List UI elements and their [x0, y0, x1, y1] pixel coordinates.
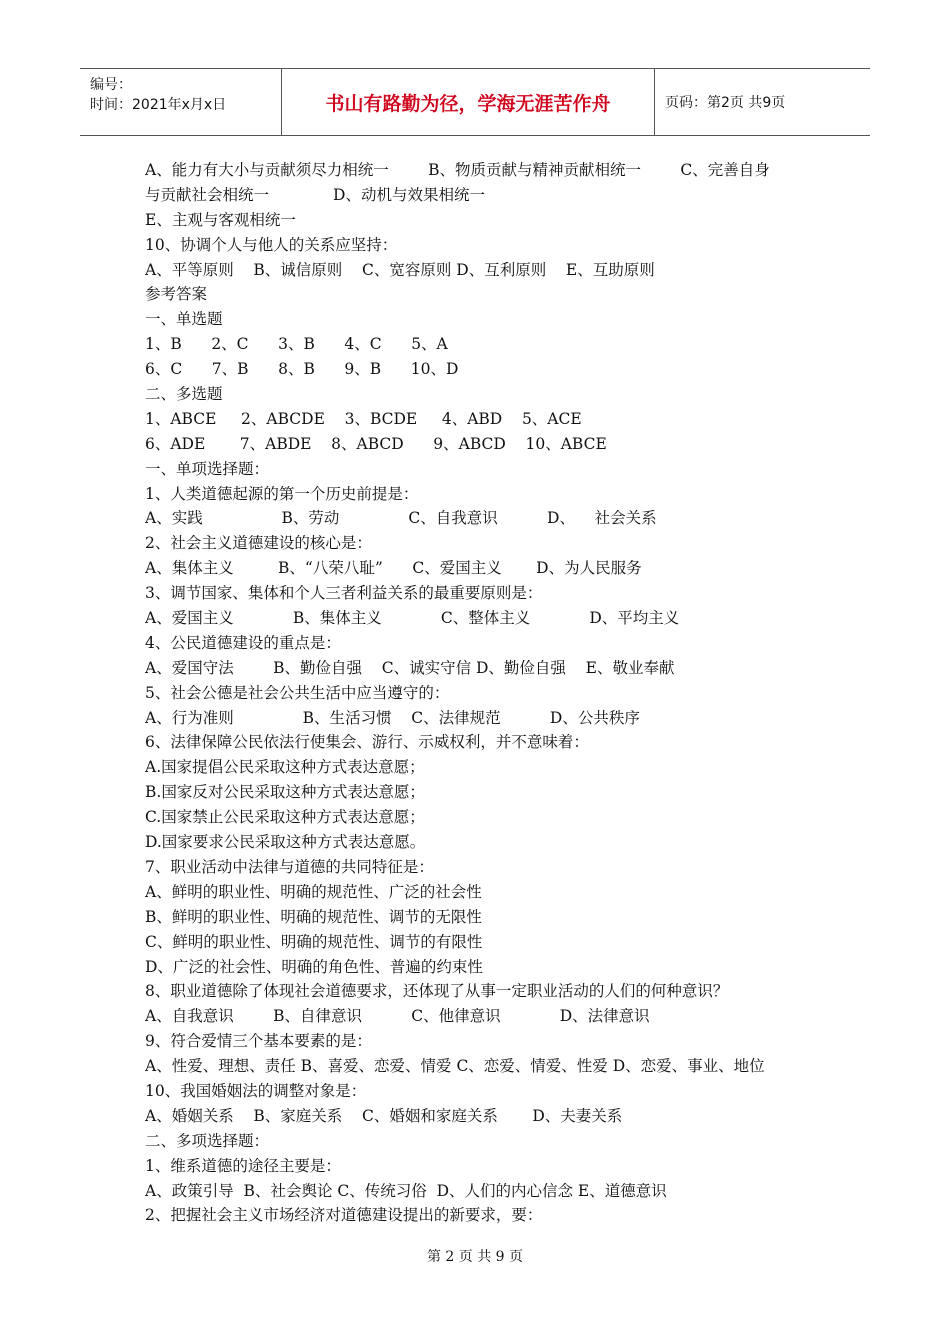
text-line: E、主观与客观相统一	[145, 210, 296, 229]
text-line: 参考答案	[145, 285, 208, 304]
text-line: 5、社会公德是社会公共生活中应当遵守的：	[145, 683, 450, 702]
text-line: A、鲜明的职业性、明确的规范性、广泛的社会性	[145, 882, 482, 901]
text-line: A、爱国主义 B、集体主义 C、整体主义 D、平均主义	[145, 609, 680, 628]
text-line: 6、ADE 7、ABDE 8、ABCD 9、ABCD 10、ABCE	[145, 434, 607, 453]
text-line: A、爱国守法 B、勤俭自强 C、诚实守信 D、勤俭自强 E、敬业奉献	[145, 658, 675, 677]
text-line: A、平等原则 B、诚信原则 C、宽容原则 D、互利原则 E、互助原则	[145, 260, 655, 279]
text-line: 8、职业道德除了体现社会道德要求，还体现了从事一定职业活动的人们的何种意识？	[145, 982, 729, 1001]
text-line: C.国家禁止公民采取这种方式表达意愿；	[145, 808, 425, 827]
text-line: 二、多项选择题：	[145, 1131, 270, 1150]
text-line: 2、社会主义道德建设的核心是：	[145, 534, 372, 553]
time-label: 时间：2021年x月x日	[90, 97, 227, 113]
page-header	[80, 68, 870, 136]
text-line: A、集体主义 B、“八荣八耻” C、爱国主义 D、为人民服务	[145, 559, 642, 578]
text-line: 3、调节国家、集体和个人三者利益关系的最重要原则是：	[145, 584, 543, 603]
text-line: 与贡献社会相统一 D、动机与效果相统一	[145, 185, 485, 204]
text-line: 4、公民道德建设的重点是：	[145, 633, 341, 652]
text-line: A.国家提倡公民采取这种方式表达意愿；	[145, 758, 425, 777]
text-line: 1、维系道德的途径主要是：	[145, 1156, 341, 1175]
text-line: B.国家反对公民采取这种方式表达意愿；	[145, 783, 425, 802]
document-body	[145, 158, 815, 1228]
text-line: 1、ABCE 2、ABCDE 3、BCDE 4、ABD 5、ACE	[145, 409, 582, 428]
text-line: 9、符合爱情三个基本要素的是：	[145, 1032, 372, 1051]
page-footer: 第 2 页 共 9 页	[426, 1249, 524, 1265]
text-line: D.国家要求公民采取这种方式表达意愿。	[145, 833, 426, 852]
text-line: A、性爱、理想、责任 B、喜爱、恋爱、情爱 C、恋爱、情爱、性爱 D、恋爱、事业、地位	[145, 1057, 765, 1076]
text-line: A、政策引导 B、社会舆论 C、传统习俗 D、人们的内心信念 E、道德意识	[145, 1181, 667, 1200]
text-line: A、能力有大小与贡献须尽力相统一 B、物质贡献与精神贡献相统一 C、完善自身	[145, 161, 770, 179]
code-label: 编号：	[90, 77, 132, 93]
text-line: A、婚姻关系 B、家庭关系 C、婚姻和家庭关系 D、夫妻关系	[145, 1106, 623, 1125]
text-line: 7、职业活动中法律与道德的共同特征是：	[145, 857, 434, 876]
header-page-info: 页码：第2页 共9页	[665, 95, 786, 111]
header-slogan: 书山有路勤为径，学海无涯苦作舟	[282, 69, 655, 135]
text-line: D、广泛的社会性、明确的角色性、普遍的约束性	[145, 957, 483, 976]
text-line: C、鲜明的职业性、明确的规范性、调节的有限性	[145, 932, 483, 951]
text-line: 6、法律保障公民依法行使集会、游行、示威权利，并不意味着：	[145, 733, 589, 752]
text-line: A、行为准则 B、生活习惯 C、法律规范 D、公共秩序	[145, 708, 640, 727]
header-meta	[80, 69, 282, 135]
text-line: 一、单选题	[145, 310, 223, 329]
text-line: 一、单项选择题：	[145, 459, 270, 478]
text-line: 6、C 7、B 8、B 9、B 10、D	[145, 360, 459, 379]
text-line: 2、把握社会主义市场经济对道德建设提出的新要求，要：	[145, 1206, 543, 1225]
text-line: A、自我意识 B、自律意识 C、他律意识 D、法律意识	[145, 1007, 650, 1026]
text-line: 1、B 2、C 3、B 4、C 5、A	[145, 335, 448, 354]
text-line: B、鲜明的职业性、明确的规范性、调节的无限性	[145, 907, 482, 926]
text-line: 1、人类道德起源的第一个历史前提是：	[145, 484, 419, 503]
text-line: 10、协调个人与他人的关系应坚持：	[145, 235, 398, 254]
text-line: 10、我国婚姻法的调整对象是：	[145, 1081, 367, 1100]
text-line: 二、多选题	[145, 385, 223, 404]
text-line: A、实践 B、劳动 C、自我意识 D、 社会关系	[145, 509, 657, 528]
